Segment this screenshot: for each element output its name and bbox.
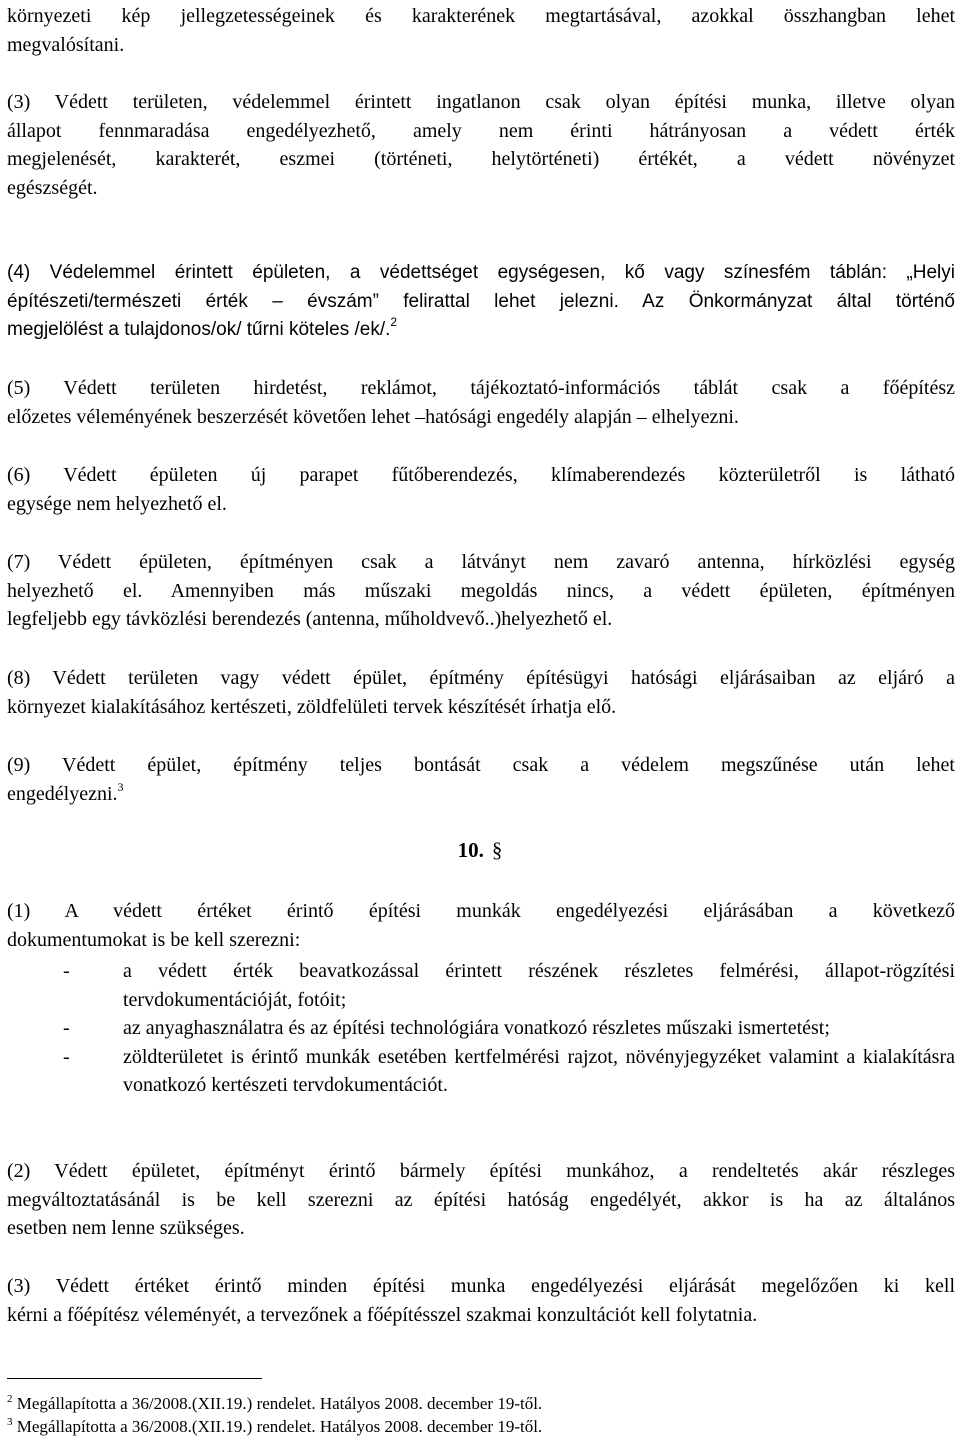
paragraph-5 [7, 374, 955, 431]
footnote-separator [7, 1378, 262, 1379]
paragraph-9 [7, 751, 955, 808]
text-line: megjelenését, karakterét, eszmei (történeti, helytörténeti) értékét, a védett növényzet [7, 148, 955, 170]
text-line: (3) Védett területen, védelemmel érintett ingatlanon csak olyan építési munka, illetve olyan [7, 91, 955, 113]
text-line [7, 780, 955, 809]
list-bullet: - [63, 1017, 70, 1039]
text-line: (2) Védett épületet, építményt érintő bármely építési munkához, a rendeltetés akár részleges [7, 1160, 955, 1182]
text-line: (7) Védett épületen, építményen csak a látványt nem zavaró antenna, hírközlési egység [7, 551, 955, 573]
section-number: 10. [457, 838, 484, 862]
paragraph-4 [7, 259, 955, 345]
text-line: (8) Védett területen vagy védett épület, építmény építésügyi hatósági eljárásaiban az eljáró a [7, 667, 955, 689]
text-line: egészségét. [7, 176, 98, 199]
footnote-reference: 2 [390, 315, 398, 329]
text-line: kérni a főépítész véleményét, a tervezőnek a főépítésszel szakmai konzultációt kell folytatnia. [7, 1303, 758, 1326]
text-line: környezet kialakításához kertészeti, zöldfelületi tervek készítését írhatja elő. [7, 695, 617, 718]
text-line-content: megjelölést a tulajdonos/ok/ tűrni köteles /ek/. [7, 319, 391, 340]
paragraph-3 [7, 88, 955, 202]
text-line: dokumentumokat is be kell szerezni: [7, 928, 301, 951]
continuation-paragraph [7, 2, 955, 59]
section-10-paragraph-3 [7, 1272, 955, 1329]
text-line: megvalósítani. [7, 33, 125, 56]
text-line: (5) Védett területen hirdetést, reklámot, tájékoztató-információs táblát csak a főépítész [7, 377, 955, 399]
text-line: (1) A védett értéket érintő építési munkák engedélyezési eljárásában a következő [7, 900, 955, 922]
list-bullet: - [63, 1045, 70, 1068]
footnote-number: 3 [7, 1416, 13, 1428]
list-item [7, 1014, 955, 1043]
text-line: esetben nem lenne szükséges. [7, 1217, 245, 1239]
list-item-text: zöldterületet is érintő munkák esetében kertfelmérési rajzot, növényjegyzéket valamint a kialakításra vonatkozó kertészeti tervdokumentációt. [123, 1045, 955, 1096]
footnote-3 [7, 1416, 542, 1438]
section-symbol: § [491, 838, 503, 862]
text-line-content: engedélyezni. [7, 782, 118, 805]
text-line: (4) Védelemmel érintett épületen, a védettséget egységesen, kő vagy színesfém táblán: „Helyi [7, 262, 955, 283]
section-10-paragraph-2 [7, 1157, 955, 1243]
footnote-text: Megállapította a 36/2008.(XII.19.) rendelet. Hatályos 2008. december 19-től. [12, 1394, 543, 1413]
paragraph-8 [7, 664, 955, 721]
text-line: állapot fennmaradása engedélyezhető, amely nem érinti hátrányosan a védett érték [7, 119, 955, 142]
text-line: (9) Védett épület, építmény teljes bontását csak a védelem megszűnése után lehet [7, 754, 955, 776]
text-line: helyezhető el. Amennyiben más műszaki megoldás nincs, a védett épületen, építményen [7, 579, 955, 602]
list-item [7, 1043, 955, 1100]
text-line: (3) Védett értéket érintő minden építési munka engedélyezési eljárását megelőzően ki kell [7, 1275, 955, 1297]
text-line: legfeljebb egy távközlési berendezés (antenna, műholdvevő..)helyezhető el. [7, 608, 613, 630]
text-line: előzetes véleményének beszerzését követően lehet –hatósági engedély alapján – elhelyezni. [7, 405, 739, 428]
footnote-reference: 3 [117, 779, 124, 794]
list-item-text: az anyaghasználatra és az építési technológiára vonatkozó részletes műszaki ismertetést; [123, 1017, 830, 1039]
section-heading [0, 836, 960, 865]
list-item [7, 957, 955, 1014]
footnote-text: Megállapította a 36/2008.(XII.19.) rendelet. Hatályos 2008. december 19-től. [12, 1417, 543, 1436]
section-10-paragraph-1 [7, 897, 955, 954]
footnote-2 [7, 1393, 542, 1415]
text-line: megváltoztatásánál is be kell szerezni az építési hatóság engedélyét, akkor is ha az általános [7, 1188, 955, 1211]
required-documents-list [7, 957, 955, 1100]
paragraph-7 [7, 548, 955, 634]
text-line [7, 316, 955, 345]
text-line: környezeti kép jellegzetességeinek és karakterének megtartásával, azokkal összhangban lehet [7, 5, 955, 27]
text-line: egysége nem helyezhető el. [7, 492, 227, 515]
list-bullet: - [63, 960, 70, 982]
list-item-text: a védett érték beavatkozással érintett részének részletes felmérési, állapot-rögzítési tervdokumentációját, fotóit; [123, 960, 955, 1011]
text-line: (6) Védett épületen új parapet fűtőberendezés, klímaberendezés közterületről is látható [7, 464, 955, 486]
text-line: építészeti/természeti érték – évszám” felirattal lehet jelezni. Az Önkormányzat által történő [7, 290, 955, 312]
paragraph-6 [7, 461, 955, 518]
footnote-number: 2 [7, 1393, 13, 1405]
